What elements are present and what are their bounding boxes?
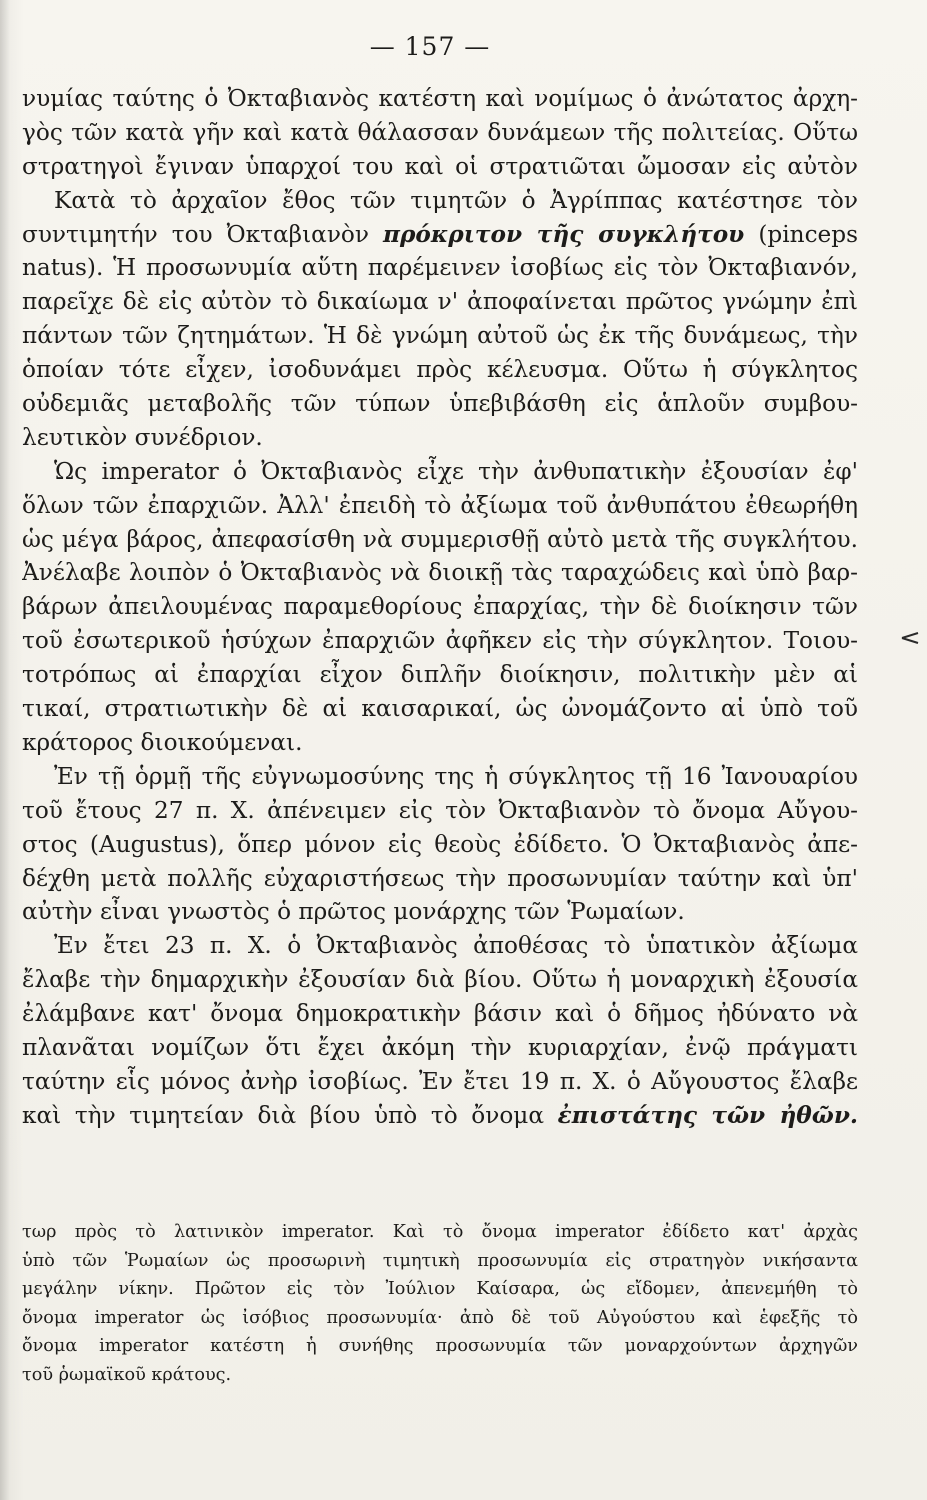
footnote-line: τοῦ ῥωμαϊκοῦ κράτους. — [22, 1364, 232, 1385]
text-fragment: (pinceps — [758, 220, 858, 248]
text-line — [22, 1099, 858, 1133]
footnote-line: ὄνομα imperator ὡς ἰσόβιος προσωνυμία· ἀπὸ δὲ τοῦ Αὐγούστου καὶ ἑφεξῆς τὸ — [22, 1307, 858, 1328]
text-line — [22, 218, 858, 252]
text-line: πάντων τῶν ζητημάτων. Ἡ δὲ γνώμη αὐτοῦ ὡς ἐκ τῆς δυνάμεως, τὴν — [22, 322, 858, 350]
text-fragment: συντιμητήν του Ὀκταβιανὸν — [22, 220, 369, 248]
text-line: στος (Augustus), ὅπερ μόνον εἰς θεοὺς ἐδίδετο. Ὁ Ὀκταβιανὸς ἀπε- — [22, 830, 858, 858]
text-line: Ἐν τῇ ὁρμῇ τῆς εὐγνωμοσύνης της ἡ σύγκλητος τῇ 16 Ἰανουαρίου — [54, 762, 858, 790]
footnote — [22, 1218, 858, 1389]
text-line: Ἐν ἔτει 23 π. Χ. ὁ Ὀκταβιανὸς ἀποθέσας τὸ ὑπατικὸν ἀξίωμα — [54, 932, 858, 960]
text-line: πλανᾶται νομίζων ὅτι ἔχει ἀκόμη τὴν κυριαρχίαν, ἐνῷ πράγματι — [22, 1033, 858, 1061]
footnote-line: ὑπὸ τῶν Ῥωμαίων ὡς προσωρινὴ τιμητικὴ προσωνυμία εἰς στρατηγὸν νικήσαντα — [22, 1250, 858, 1271]
text-line: αὐτὴν εἶναι γνωστὸς ὁ πρῶτος μονάρχης τῶν Ῥωμαίων. — [22, 898, 685, 926]
text-line: ἔλαβε τὴν δημαρχικὴν ἐξουσίαν διὰ βίου. Οὕτω ἡ μοναρχικὴ ἐξουσία — [22, 966, 858, 994]
text-line: ὁποίαν τότε εἶχεν, ἰσοδυνάμει πρὸς κέλευσμα. Οὕτω ἡ σύγκλητος — [22, 356, 858, 384]
emphasis-princeps: πρόκριτον τῆς συγκλήτου — [383, 220, 745, 248]
text-line: ὅλων τῶν ἐπαρχιῶν. Ἀλλ' ἐπειδὴ τὸ ἀξίωμα τοῦ ἀνθυπάτου ἐθεωρήθη — [22, 491, 858, 519]
text-line: λευτικὸν συνέδριον. — [22, 423, 263, 451]
text-line: νυμίας ταύτης ὁ Ὀκταβιανὸς κατέστη καὶ νομίμως ὁ ἀνώτατος ἀρχη- — [22, 85, 858, 112]
text-line: τικαί, στρατιωτικὴν δὲ αἱ καισαρικαί, ὡς ὠνομάζοντο αἱ ὑπὸ τοῦ — [22, 695, 858, 723]
text-line: τοῦ ἔτους 27 π. Χ. ἀπένειμεν εἰς τὸν Ὀκταβιανὸν τὸ ὄνομα Αὔγου- — [22, 796, 858, 824]
text-line: γὸς τῶν κατὰ γῆν καὶ κατὰ θάλασσαν δυνάμεων τῆς πολιτείας. Οὕτω — [22, 118, 858, 146]
text-line: τοῦ ἐσωτερικοῦ ἡσύχων ἐπαρχιῶν ἀφῆκεν εἰς τὴν σύγκλητον. Τοιου- — [22, 627, 858, 655]
text-line: στρατηγοὶ ἔγιναν ὑπαρχοί του καὶ οἱ στρατιῶται ὤμοσαν εἰς αὐτὸν — [22, 152, 858, 180]
footnote-line: μεγάλην νίκην. Πρῶτον εἰς τὸν Ἰούλιον Καίσαρα, ὡς εἴδομεν, ἀπενεμήθη τὸ — [22, 1279, 858, 1299]
text-line: natus). Ἡ προσωνυμία αὕτη παρέμεινεν ἰσοβίως εἰς τὸν Ὀκταβιανόν, — [22, 254, 858, 282]
main-text — [22, 82, 858, 1133]
page-number: — 157 — — [369, 32, 491, 61]
emphasis-epistatis: ἐπιστάτης τῶν ἠθῶν. — [557, 1101, 858, 1129]
text-line: ταύτην εἷς μόνος ἀνὴρ ἰσοβίως. Ἐν ἔτει 19 π. Χ. ὁ Αὔγουστος ἔλαβε — [22, 1067, 858, 1095]
text-line: παρεῖχε δὲ εἰς αὐτὸν τὸ δικαίωμα ν' ἀποφαίνεται πρῶτος γνώμην ἐπὶ — [22, 288, 858, 316]
text-line: ἐλάμβανε κατ' ὄνομα δημοκρατικὴν βάσιν καὶ ὁ δῆμος ἠδύνατο νὰ — [22, 1000, 858, 1028]
footnote-line: τωρ πρὸς τὸ λατινικὸν imperator. Καὶ τὸ ὄνομα imperator ἐδίδετο κατ' ἀρχὰς — [22, 1222, 858, 1242]
margin-mark-icon — [900, 630, 922, 646]
text-line: κράτορος διοικούμεναι. — [22, 728, 303, 756]
text-line: Κατὰ τὸ ἀρχαῖον ἔθος τῶν τιμητῶν ὁ Ἀγρίππας κατέστησε τὸν — [54, 186, 858, 214]
text-line: δέχθη μετὰ πολλῆς εὐχαριστήσεως τὴν προσωνυμίαν ταύτην καὶ ὑπ' — [22, 864, 858, 892]
footnote-line: ὄνομα imperator κατέστη ἡ συνήθης προσωνυμία τῶν μοναρχούντων ἀρχηγῶν — [22, 1336, 858, 1356]
text-line: οὐδεμιᾶς μεταβολῆς τῶν τύπων ὑπεβιβάσθη εἰς ἁπλοῦν συμβου- — [22, 390, 858, 418]
text-fragment: καὶ τὴν τιμητείαν διὰ βίου ὑπὸ τὸ ὄνομα — [22, 1101, 545, 1129]
text-line: ὡς μέγα βάρος, ἀπεφασίσθη νὰ συμμερισθῇ αὐτὸ μετὰ τῆς συγκλήτου. — [22, 525, 858, 553]
text-line: τοτρόπως αἱ ἐπαρχίαι εἶχον διπλῆν διοίκησιν, πολιτικὴν μὲν αἱ — [22, 661, 858, 689]
binding-shadow — [0, 0, 10, 1500]
text-line: Ὡς imperator ὁ Ὀκταβιανὸς εἶχε τὴν ἀνθυπατικὴν ἐξουσίαν ἐφ' — [54, 457, 858, 485]
text-line: βάρων ἀπειλουμένας παραμεθορίους ἐπαρχίας, τὴν δὲ διοίκησιν τῶν — [22, 593, 858, 621]
text-line: Ἀνέλαβε λοιπὸν ὁ Ὀκταβιανὸς νὰ διοικῇ τὰς ταραχώδεις καὶ ὑπὸ βαρ- — [22, 559, 858, 587]
